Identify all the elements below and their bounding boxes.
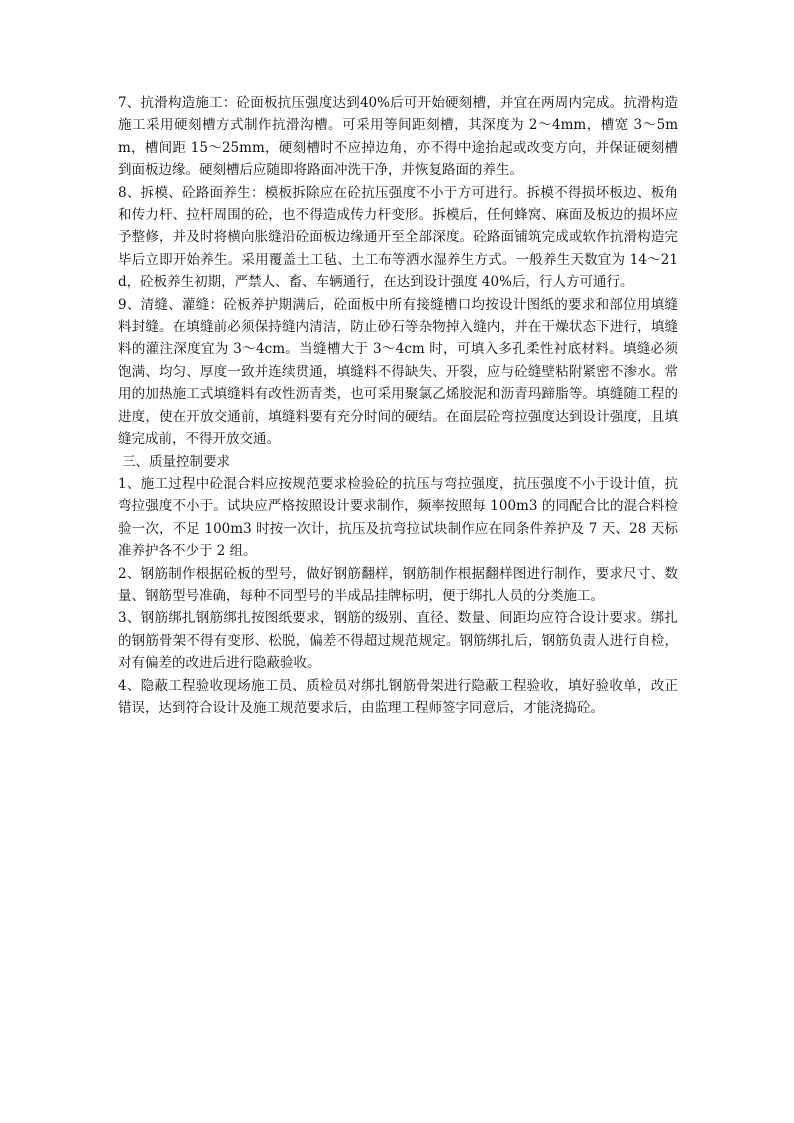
quality-item-rebar-fabrication: 2、钢筋制作根据砼板的型号，做好钢筋翻样，钢筋制作根据翻样图进行制作，要求尺寸、数量、钢筋型号准确，每种不同型号的半成品挂牌标明，便于绑扎人员的分类施工。 (118, 565, 678, 604)
paragraph-joint-sealing: 9、清缝、灌缝：砼板养护期满后，砼面板中所有接缝槽口均按设计图纸的要求和部位用填缝料封缝。在填缝前必须保持缝内清洁，防止砂石等杂物掉入缝内，并在干燥状态下进行，填缝料的灌注深度宜为 3～4cm。当缝槽大于 3～4cm 时，可填入多孔柔性衬底材料。填缝必须饱满、均匀、厚度一致并连续贯通，填缝料不得缺失、开裂，应与砼缝壁粘附紧密不渗水。常用的加热施工式填缝料有改性沥青类，也可采用聚氯乙烯胶泥和沥青玛蹄脂等。填缝随工程的进度，使在开放交通前，填缝料要有充分时间的硬结。在面层砼弯拉强度达到设计强度，且填缝完成前，不得开放交通。 (118, 296, 678, 448)
quality-item-strength: 1、施工过程中砼混合料应按规范要求检验砼的抗压与弯拉强度，抗压强度不小于设计值，抗弯拉强度不小于。试块应严格按照设计要求制作，频率按照每 100m3 的同配合比的混合料检验一次，不足 100m3 时按一次计，抗压及抗弯拉试块制作应在同条件养护及 7 天、28 天标准养护各不少于 2 组。 (118, 475, 678, 560)
paragraph-demolding-curing: 8、拆模、砼路面养生：模板拆除应在砼抗压强度不小于方可进行。拆模不得损坏板边、板角和传力杆、拉杆周围的砼，也不得造成传力杆变形。拆模后，任何蜂窝、麻面及板边的损坏应予整修，并及时将横向胀缝沿砼面板边缘通开至全部深度。砼路面铺筑完成或软作抗滑构造完毕后立即开始养生。采用覆盖土工毡、土工布等洒水湿养生方式。一般养生天数宜为 14～21d，砼板养生初期，严禁人、畜、车辆通行，在达到设计强度 40%后，行人方可通行。 (118, 184, 678, 291)
paragraph-anti-skid: 7、抗滑构造施工：砼面板抗压强度达到40%后可开始硬刻槽，并宜在两周内完成。抗滑构造施工采用硬刻槽方式制作抗滑沟槽。可采用等间距刻槽，其深度为 2～4mm，槽宽 3～5mm，槽间距 15～25mm，硬刻槽时不应掉边角，亦不得中途抬起或改变方向，并保证硬刻槽到面板边缘。硬刻槽后应随即将路面冲洗干净，并恢复路面的养生。 (118, 95, 678, 179)
section-heading-quality: 三、质量控制要求 (122, 453, 230, 470)
document-body (118, 92, 678, 719)
quality-item-rebar-binding: 3、钢筋绑扎钢筋绑扎按图纸要求，钢筋的级别、直径、数量、间距均应符合设计要求。绑扎的钢筋骨架不得有变形、松脱，偏差不得超过规范规定。钢筋绑扎后，钢筋负责人进行自检，对有偏差的改进后进行隐蔽验收。 (118, 610, 678, 672)
quality-item-concealed-inspection: 4、隐蔽工程验收现场施工员、质检员对绑扎钢筋骨架进行隐蔽工程验收，填好验收单，改正错误，达到符合设计及施工规范要求后，由监理工程师签字同意后，才能浇捣砼。 (118, 677, 678, 716)
